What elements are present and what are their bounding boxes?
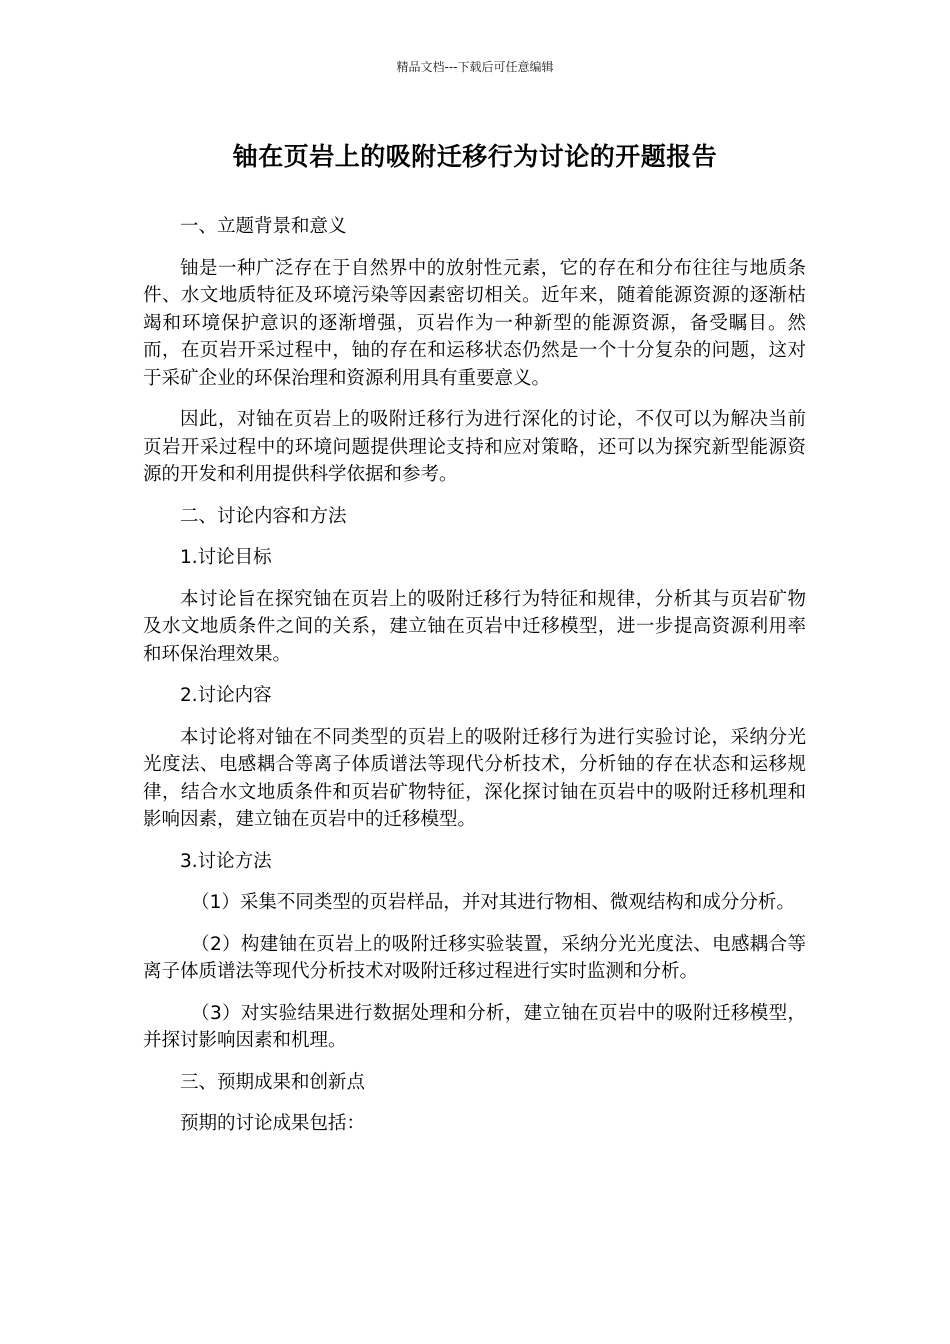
- body-paragraph: 铀是一种广泛存在于自然界中的放射性元素，它的存在和分布往往与地质条件、水文地质特征及环境污染等因素密切相关。近年来，随着能源资源的逐渐枯竭和环境保护意识的逐渐增强，页岩作为一种新型的能源资源，备受瞩目。然而，在页岩开采过程中，铀的存在和运移状态仍然是一个十分复杂的问题，这对于采矿企业的环保治理和资源利用具有重要意义。: [143, 257, 806, 389]
- page-header-note: 精品文档---下载后可任意编辑: [396, 60, 554, 74]
- method-item-1: （1）采集不同类型的页岩样品，并对其进行物相、微观结构和成分分析。: [191, 892, 795, 913]
- body-paragraph: 预期的讨论成果包括：: [180, 1113, 366, 1134]
- subheading-goal: 1.讨论目标: [180, 547, 272, 568]
- body-paragraph: 本讨论将对铀在不同类型的页岩上的吸附迁移行为进行实验讨论，采纳分光光度法、电感耦合等离子体质谱法等现代分析技术，分析铀的存在状态和运移规律，结合水文地质条件和页岩矿物特征，深化探讨铀在页岩中的吸附迁移机理和影响因素，建立铀在页岩中的迁移模型。: [143, 726, 806, 830]
- section-heading-2: 二、讨论内容和方法: [180, 505, 347, 527]
- section-heading-3: 三、预期成果和创新点: [180, 1071, 366, 1093]
- subheading-content: 2.讨论内容: [180, 685, 272, 706]
- body-paragraph: 本讨论旨在探究铀在页岩上的吸附迁移行为特征和规律，分析其与页岩矿物及水文地质条件之间的关系，建立铀在页岩中迁移模型，进一步提高资源利用率和环保治理效果。: [143, 588, 806, 665]
- method-item-2: （2）构建铀在页岩上的吸附迁移实验装置，采纳分光光度法、电感耦合等离子体质谱法等现代分析技术对吸附迁移过程进行实时监测和分析。: [143, 933, 806, 982]
- body-paragraph: 因此，对铀在页岩上的吸附迁移行为进行深化的讨论，不仅可以为解决当前页岩开采过程中的环境问题提供理论支持和应对策略，还可以为探究新型能源资源的开发和利用提供科学依据和参考。: [143, 409, 806, 485]
- subheading-method: 3.讨论方法: [180, 850, 272, 872]
- method-item-3: （3）对实验结果进行数据处理和分析，建立铀在页岩中的吸附迁移模型，并探讨影响因素和机理。: [143, 1002, 806, 1051]
- document-title: 铀在页岩上的吸附迁移行为讨论的开题报告: [232, 142, 718, 171]
- section-heading-1: 一、立题背景和意义: [180, 216, 347, 237]
- document-body: [143, 213, 806, 1152]
